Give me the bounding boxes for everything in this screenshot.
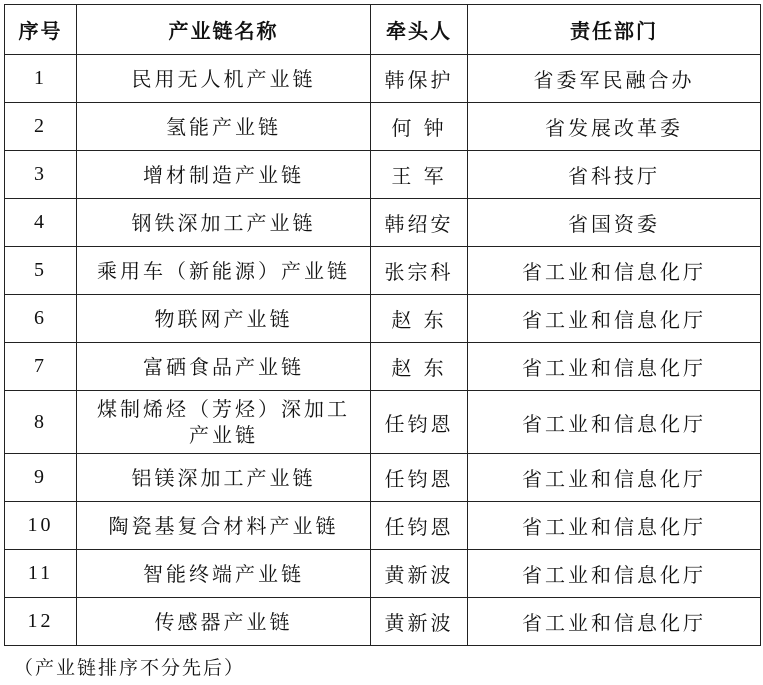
table-row [5,247,761,295]
table-body [5,55,761,646]
cell-no: 7 [5,343,77,391]
cell-dept: 省工业和信息化厅 [468,343,761,391]
cell-dept: 省委军民融合办 [468,55,761,103]
cell-no: 6 [5,295,77,343]
cell-name: 氢能产业链 [77,103,371,151]
cell-name: 增材制造产业链 [77,151,371,199]
cell-lead: 任钧恩 [371,502,468,550]
cell-name: 陶瓷基复合材料产业链 [77,502,371,550]
cell-name: 铝镁深加工产业链 [77,454,371,502]
cell-dept: 省工业和信息化厅 [468,247,761,295]
cell-lead: 赵 东 [371,295,468,343]
cell-no: 4 [5,199,77,247]
cell-no: 1 [5,55,77,103]
cell-lead: 张宗科 [371,247,468,295]
table-header [5,5,761,55]
cell-dept: 省工业和信息化厅 [468,598,761,646]
cell-no: 10 [5,502,77,550]
cell-no: 3 [5,151,77,199]
cell-lead: 何 钟 [371,103,468,151]
table-row [5,295,761,343]
industry-chain-table [4,4,761,646]
table-row [5,151,761,199]
cell-dept: 省科技厅 [468,151,761,199]
cell-dept: 省发展改革委 [468,103,761,151]
cell-lead: 黄新波 [371,598,468,646]
cell-no: 11 [5,550,77,598]
table-row [5,550,761,598]
cell-name: 乘用车（新能源）产业链 [77,247,371,295]
cell-dept: 省国资委 [468,199,761,247]
header-lead: 牵头人 [371,5,468,55]
table-row [5,55,761,103]
table-row [5,454,761,502]
cell-name: 煤制烯烃（芳烃）深加工产业链 [77,391,371,454]
cell-name: 富硒食品产业链 [77,343,371,391]
cell-lead: 任钧恩 [371,454,468,502]
cell-no: 5 [5,247,77,295]
cell-name: 钢铁深加工产业链 [77,199,371,247]
cell-no: 12 [5,598,77,646]
header-name: 产业链名称 [77,5,371,55]
cell-name: 物联网产业链 [77,295,371,343]
cell-lead: 黄新波 [371,550,468,598]
cell-no: 9 [5,454,77,502]
table-row [5,199,761,247]
header-dept: 责任部门 [468,5,761,55]
cell-name: 民用无人机产业链 [77,55,371,103]
header-no: 序号 [5,5,77,55]
cell-dept: 省工业和信息化厅 [468,502,761,550]
cell-dept: 省工业和信息化厅 [468,391,761,454]
cell-lead: 任钧恩 [371,391,468,454]
cell-lead: 王 军 [371,151,468,199]
table-row [5,598,761,646]
cell-dept: 省工业和信息化厅 [468,295,761,343]
cell-lead: 赵 东 [371,343,468,391]
cell-name: 传感器产业链 [77,598,371,646]
cell-lead: 韩绍安 [371,199,468,247]
table-row [5,391,761,454]
table-row [5,502,761,550]
table-row [5,103,761,151]
cell-no: 2 [5,103,77,151]
cell-no: 8 [5,391,77,454]
cell-name: 智能终端产业链 [77,550,371,598]
cell-dept: 省工业和信息化厅 [468,550,761,598]
cell-lead: 韩保护 [371,55,468,103]
table-footnote: （产业链排序不分先后） [14,657,246,679]
table-row [5,343,761,391]
cell-dept: 省工业和信息化厅 [468,454,761,502]
header-row [5,5,761,55]
